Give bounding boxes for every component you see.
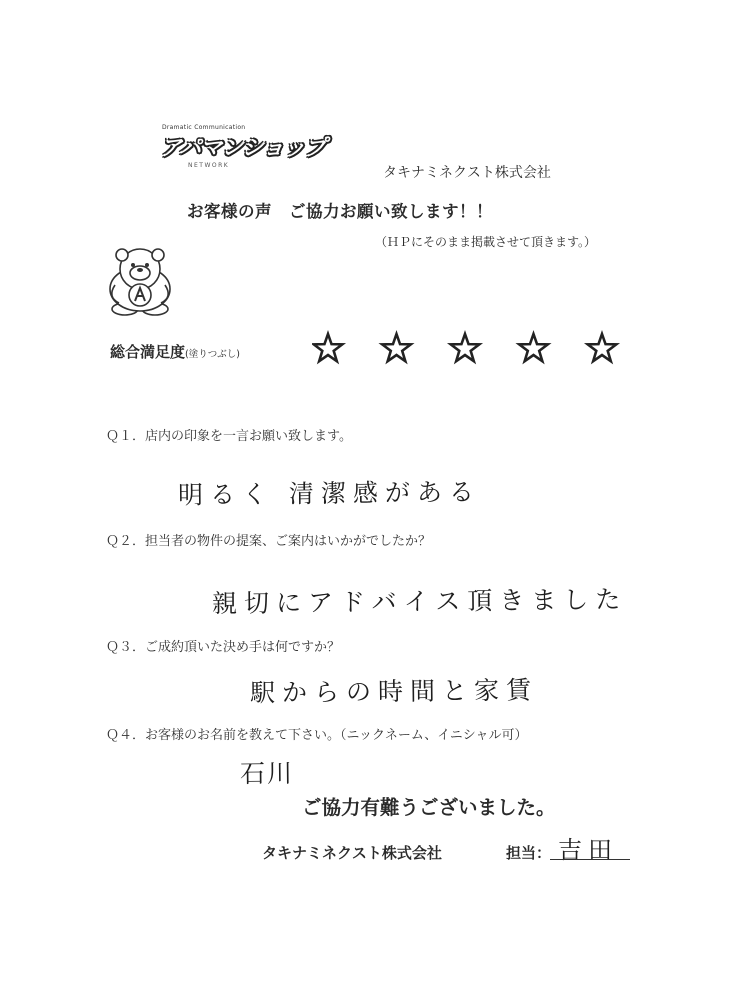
rating-note: (塗りつぶし) <box>185 349 240 360</box>
staff-name: 吉田 <box>558 836 618 864</box>
question-1: Ｑ１．店内の印象を一言お願い致します。 <box>106 429 352 444</box>
rating-label-text: 総合満足度 <box>110 343 186 361</box>
company-name-top: タキナミネクスト株式会社 <box>383 165 551 181</box>
rating-label <box>110 341 240 362</box>
answer-3: 駅からの時間と家賃 <box>249 675 539 708</box>
rating-star-4[interactable] <box>519 334 548 361</box>
rating-star-5[interactable] <box>588 334 617 361</box>
staff-underline <box>550 859 630 860</box>
closing-message: ご協力有難うございました。 <box>302 796 556 819</box>
question-3: Ｑ３．ご成約頂いた決め手は何ですか？ <box>106 640 341 655</box>
rating-star-3[interactable] <box>451 334 480 361</box>
logo-sub: NETWORK <box>188 162 230 169</box>
question-4: Ｑ４．お客様のお名前を教えて下さい。（ニックネーム、イニシャル可） <box>106 728 528 743</box>
rating-stars <box>312 327 630 371</box>
staff-label: 担当： <box>506 844 552 862</box>
title-note: （ＨＰにそのまま掲載させて頂きます。） <box>375 235 597 249</box>
logo-name: アパマンショップ <box>160 136 326 161</box>
answer-1: 明るく 清潔感がある <box>177 477 482 510</box>
logo-tagline: Dramatic Communication <box>162 124 246 131</box>
question-2: Ｑ２．担当者の物件の提案、ご案内はいかがでしたか？ <box>106 534 432 549</box>
answer-4: 石川 <box>239 758 295 789</box>
page-title: お客様の声 ご協力お願い致します！！ <box>187 202 493 221</box>
company-name-bottom: タキナミネクスト株式会社 <box>262 844 442 862</box>
rating-star-2[interactable] <box>382 334 411 361</box>
answer-2: 親切にアドバイス頂きました <box>211 584 628 619</box>
rating-star-1[interactable] <box>314 334 343 361</box>
mascot-icon <box>95 245 185 317</box>
